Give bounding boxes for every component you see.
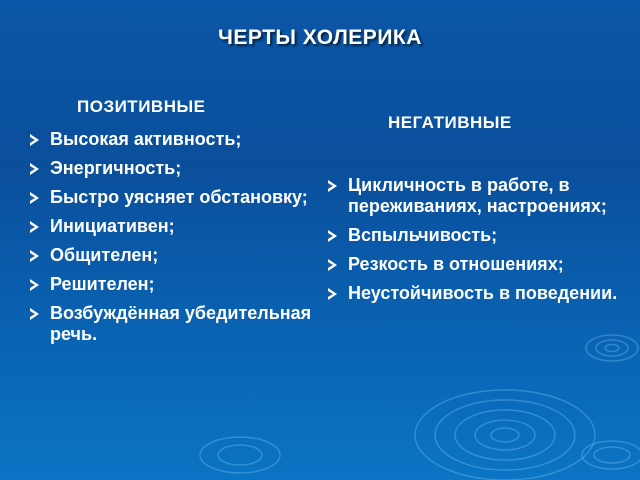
list-item: Решителен; (30, 274, 330, 295)
list-item: Высокая активность; (30, 129, 330, 150)
list-item: Неустойчивость в поведении. (328, 283, 628, 304)
bullet-arrow-icon (30, 279, 39, 291)
list-item: Инициативен; (30, 216, 330, 237)
list-item: Общителен; (30, 245, 330, 266)
positive-heading: ПОЗИТИВНЫЕ (77, 97, 206, 116)
bullet-arrow-icon (30, 192, 39, 204)
bullet-arrow-icon (30, 134, 39, 146)
bullet-arrow-icon (30, 163, 39, 175)
bullet-arrow-icon (30, 250, 39, 262)
negative-heading: НЕГАТИВНЫЕ (388, 113, 512, 132)
bullet-arrow-icon (328, 259, 337, 271)
negative-traits-list (328, 175, 628, 312)
list-item: Возбуждённая убедительная речь. (30, 303, 330, 345)
bullet-arrow-icon (30, 221, 39, 233)
list-item: Быстро уясняет обстановку; (30, 187, 330, 208)
bullet-arrow-icon (328, 180, 337, 192)
bullet-arrow-icon (328, 230, 337, 242)
bullet-arrow-icon (328, 288, 337, 300)
list-item: Резкость в отношениях; (328, 254, 628, 275)
list-item: Цикличность в работе, в переживаниях, настроениях; (328, 175, 628, 217)
positive-traits-list (30, 129, 330, 353)
list-item: Энергичность; (30, 158, 330, 179)
list-item: Вспыльчивость; (328, 225, 628, 246)
slide-title: ЧЕРТЫ ХОЛЕРИКА (218, 26, 422, 49)
bullet-arrow-icon (30, 308, 39, 320)
